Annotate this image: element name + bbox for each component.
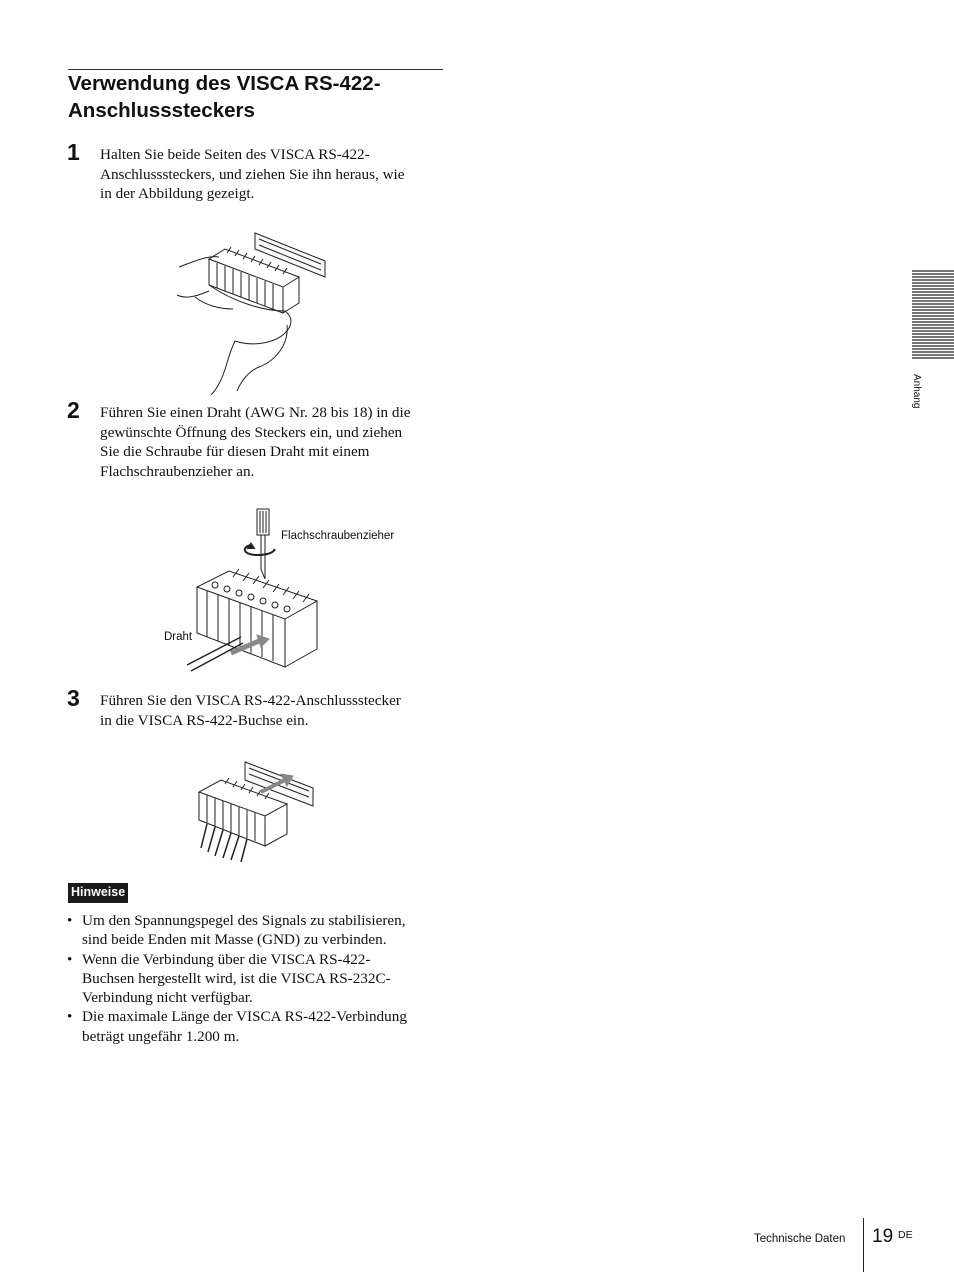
tab-stripes-graphic [912,270,954,360]
step-2-line: gewünschte Öffnung des Steckers ein, und ziehen [100,423,403,441]
step-1-line: in der Abbildung gezeigt. [100,185,255,202]
page-title [68,70,448,124]
step-3-text [100,691,445,730]
note-item [66,911,446,950]
bullet-icon: • [67,912,73,929]
bullet-icon: • [67,1008,73,1026]
step-2-line: Führen Sie einen Draht (AWG Nr. 28 bis 18) in die [100,404,411,421]
step-2-line: Flachschraubenzieher an. [100,462,255,480]
note-line: Verbindung nicht verfügbar. [82,989,253,1007]
note-line: Um den Spannungspegel des Signals zu stabilisieren, [82,912,406,929]
note-line: sind beide Enden mit Masse (GND) zu verbinden. [82,931,387,949]
note-item [66,950,446,1008]
step-1-number: 1 [67,139,80,165]
notes-badge: Hinweise [68,883,128,903]
footer-divider [863,1218,864,1272]
step-1-text [100,145,445,204]
section-tab-marker [912,270,954,360]
step-1-line: Halten Sie beide Seiten des VISCA RS-422- [100,146,370,163]
connector-insert-illustration [195,758,320,863]
step-3-line: Führen Sie den VISCA RS-422-Anschlussstecker [100,692,401,709]
side-tab-label: Anhang [911,374,922,409]
screwdriver-label: Flachschraubenzieher [281,530,395,542]
note-line: beträgt ungefähr 1.200 m. [82,1027,240,1045]
step-3-number: 3 [67,685,80,711]
step-2-text [100,403,445,481]
page-language: DE [898,1229,913,1241]
notes-list [66,911,446,1046]
step-2-line: Sie die Schraube für diesen Draht mit einem [100,443,370,460]
wire-label: Draht [164,631,193,643]
page-title-line-1: Verwendung des VISCA RS-422- [68,72,381,95]
figure-insert-connector [195,758,320,863]
page-number: 19 [872,1226,894,1247]
note-line: Buchsen hergestellt wird, ist die VISCA RS-232C- [82,969,391,987]
step-1-line: Anschlusssteckers, und ziehen Sie ihn heraus, wie [100,165,405,183]
step-3-line: in die VISCA RS-422-Buchse ein. [100,711,309,729]
note-line: Wenn die Verbindung über die VISCA RS-422- [82,950,371,968]
figure-pull-connector [175,225,335,395]
note-line: Die maximale Länge der VISCA RS-422-Verbindung [82,1008,407,1026]
connector-pull-illustration [175,225,335,395]
note-item [66,1007,446,1046]
page-title-line-2: Anschlusssteckers [68,99,255,122]
bullet-icon: • [67,950,73,968]
step-2-number: 2 [67,397,80,423]
footer-section-name: Technische Daten [754,1233,846,1245]
